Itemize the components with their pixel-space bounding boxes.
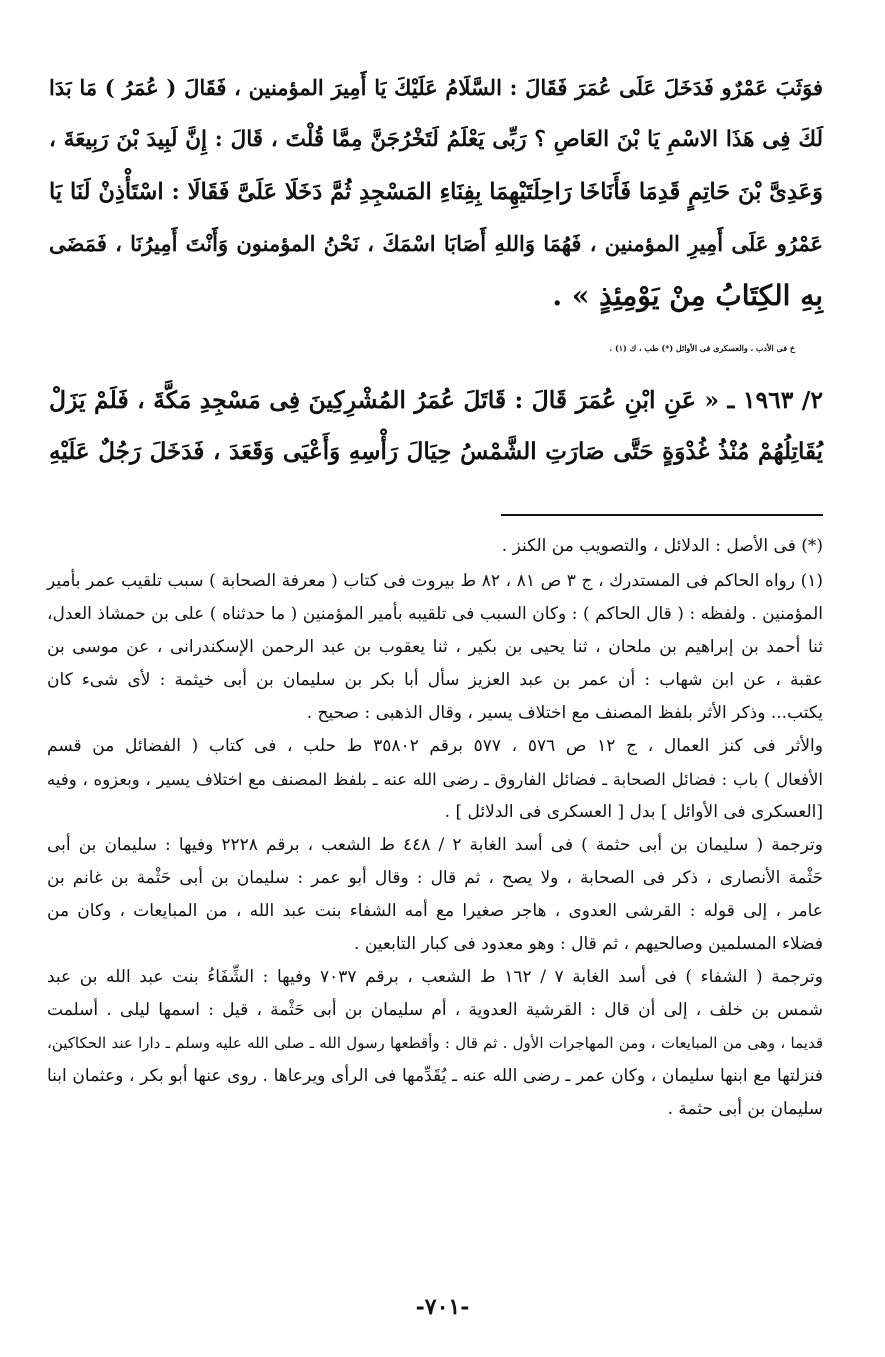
footnote-line: فنزلتها مع ابنها سليمان ، وكان عمر ـ رضى الله عنه ـ يُقَدِّمها فى الرأى ويرعاها . روى عنها أبو بكر ، وعثمان ابنا xyxy=(47,1066,823,1086)
footnote-line: سليمان بن أبى حثمة . xyxy=(667,1099,823,1119)
footnote-line: قديما ، وهى من المبايعات ، ومن المهاجرات الأول . ثم قال : وأقطعها رسول الله ـ صلى الله عليه وسلم ـ دارا عند الحكاكين، xyxy=(47,1034,823,1052)
footnote-line: المؤمنين . ولفظه : ( قال الحاكم ) : وكان السبب فى تلقيبه بأمير المؤمنين ( ما حدثناه ) على بن حمشاذ العدل، xyxy=(47,604,823,624)
footnote-star: (*) فى الأصل : الدلائل ، والتصويب من الكنز . xyxy=(501,536,823,556)
main-text-line: بِهِ الكِتَابُ مِنْ يَوْمِئِذٍ » . xyxy=(552,279,823,312)
footnote-line: والأثر فى كنز العمال ، ج ١٢ ص ٥٧٦ ، ٥٧٧ برقم ٣٥٨٠٢ ط حلب ، فى كتاب ( الفضائل من قسم xyxy=(47,736,823,756)
source-reference-line: خ فى الأدب ، والعسكرى فى الأوائل (*) طب ، ك (١) . xyxy=(609,343,795,353)
footnote-line: [العسكرى فى الأوائل ] بدل [ العسكرى فى الدلائل ] . xyxy=(444,802,823,822)
main-text-line: لَكَ فِى هَذَا الاسْمِ يَا بْنَ العَاصِ ؟ رَبِّى يَعْلَمُ لَتَخْرُجَنَّ مِمَّا قُلْتَ ، قَالَ : إِنَّ لَبِيدَ بْنَ رَبِيعَةَ ، xyxy=(49,127,823,152)
hadith-text-line: ٢/ ١٩٦٣ ـ « عَنِ ابْنِ عُمَرَ قَالَ : قَاتَلَ عُمَرُ المُشْرِكِينَ فِى مَسْجِدِ مَكَّةَ ، فَلَمْ يَزَلْ xyxy=(49,386,823,414)
footnote-divider xyxy=(501,514,823,516)
footnote-line: حَثْمة الأنصارى ، ذكر فى الصحابة ، ولا يصح ، ثم قال : وقال أبو عمر : سليمان بن أبى حَثْمة بن غانم بن xyxy=(47,868,823,888)
footnote-line: وترجمة ( سليمان بن أبى حثمة ) فى أسد الغابة ٢ / ٤٤٨ ط الشعب ، برقم ٢٢٢٨ وفيها : سليمان بن أبى xyxy=(47,835,823,855)
footnote-line: الأفعال ) باب : فضائل الصحابة ـ فضائل الفاروق ـ رضى الله عنه ـ بلفظ المصنف مع اختلاف يسير ، وبعزوه ، وفيه xyxy=(47,770,823,789)
footnote-line: عقبة ، عن ابن شهاب : أن عمر بن عبد العزيز سأل أبا بكر بن سليمان بن أبى خيثمة : لأى شىء كان xyxy=(47,670,823,690)
footnote-line: فضلاء المسلمين وصالحيهم ، ثم قال : وهو معدود فى كبار التابعين . xyxy=(354,934,823,954)
footnote-line: عامر ، إلى قوله : القرشى العدوى ، هاجر صغيرا مع أمه الشفاء بنت عبد الله ، من المبايعات ، وكان من xyxy=(47,901,823,921)
footnote-line: ثنا أحمد بن إبراهيم بن ملحان ، ثنا يحيى بن بكير ، ثنا يعقوب بن عبد الرحمن الإسكندرانى ، عن موسى بن xyxy=(47,637,823,657)
main-text-line: فوَثَبَ عَمْرٌو فَدَخَلَ عَلَى عُمَرَ فَقَالَ : السَّلَامُ عَلَيْكَ يَا أَمِيرَ المؤمنين ، فَقَالَ ( عُمَرُ ) مَا بَدَا xyxy=(49,75,823,100)
main-text-line: عَمْرُو عَلَى أَمِيرِ المؤمنين ، فَهُمَا وَاللهِ أَصَابَا اسْمَكَ ، نَحْنُ المؤمنون وَأَنْتَ أَمِيرُنَا ، فَمَضَى xyxy=(49,231,823,256)
page-number: -٧٠١- xyxy=(415,1294,470,1320)
footnotes-block xyxy=(47,530,823,1126)
footnote-line: (١) رواه الحاكم فى المستدرك ، ج ٣ ص ٨١ ، ٨٢ ط بيروت فى كتاب ( معرفة الصحابة ) سبب تلقيب عمر بأمير xyxy=(47,571,823,591)
footnote-line: شمس بن خلف ، إلى أن قال : القرشية العدوية ، أم سليمان بن أبى حَثْمة ، قيل : اسمها ليلى . أسلمت xyxy=(47,1000,823,1020)
footnote-line: وترجمة ( الشفاء ) فى أسد الغابة ٧ / ١٦٢ ط الشعب ، برقم ٧٠٣٧ وفيها : الشِّفَاءُ بنت عبد الله بن عبد xyxy=(47,967,823,987)
main-text-block xyxy=(49,62,823,478)
footnote-line: يكتب... وذكر الأثر بلفظ المصنف مع اختلاف يسير ، وقال الذهبى : صحيح . xyxy=(306,703,823,723)
hadith-text-line: يُقَاتِلُهُمْ مُنْذُ غُدْوَةٍ حَتَّى صَارَتِ الشَّمْسُ حِيَالَ رَأْسِهِ وَأَعْيَى وَقَعَدَ ، فَدَخَلَ رَجُلٌ عَلَيْهِ xyxy=(49,438,823,465)
main-text-line: وَعَدِىَّ بْنَ حَاتِمٍ قَدِمَا فَأَنَاخَا رَاحِلَتَيْهِمَا بِفِنَاءِ المَسْجِدِ ثُمَّ دَخَلَا عَلَىَّ فَقَالَا : اسْتَأْذِنْ لَنَا يَا xyxy=(49,179,823,205)
